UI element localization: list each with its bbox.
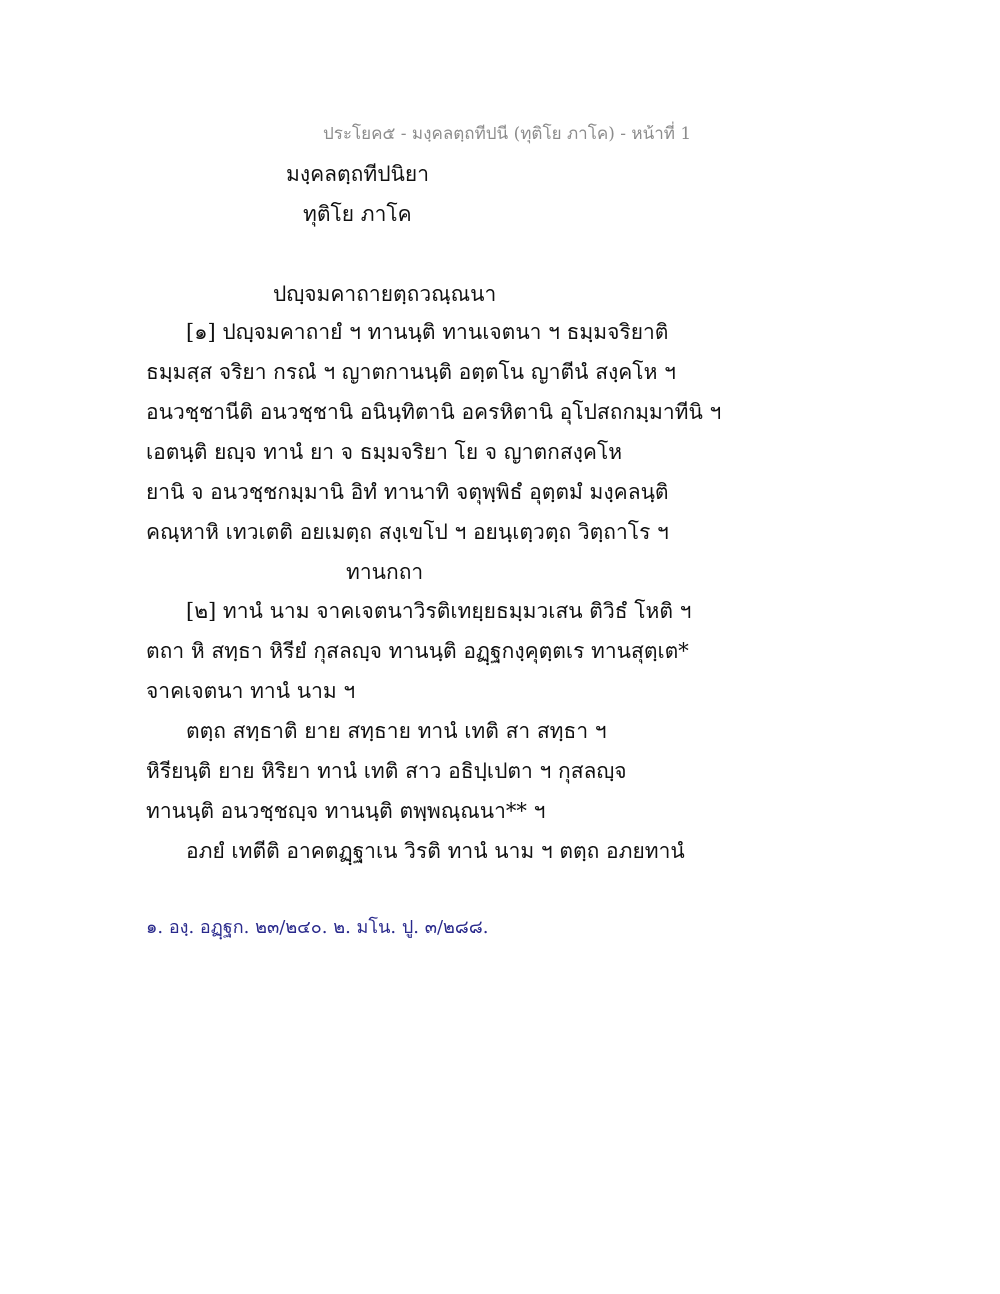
title-line-1: มงฺคลตฺถทีปนิยา	[286, 162, 429, 186]
body-line: ทานนฺติ อนวชฺชญฺจ ทานนฺติ ตพฺพณฺณนา** ฯ	[146, 799, 546, 823]
title-line-2: ทุติโย ภาโค	[303, 202, 412, 226]
body-line: หิรียนฺติ ยาย หิริยา ทานํ เทติ สาว อธิปฺเปตา ฯ กุสลญฺจ	[146, 759, 627, 783]
body-line: ยานิ จ อนวชฺชกมฺมานิ อิทํ ทานาทิ จตุพฺพิธํ อุตฺตมํ มงฺคลนฺติ	[146, 480, 669, 504]
body-line: จาคเจตนา ทานํ นาม ฯ	[146, 679, 356, 703]
body-line: คณฺหาหิ เทวเตติ อยเมตฺถ สงฺเขโป ฯ อยนฺเตฺวตฺถ วิตฺถาโร ฯ	[146, 520, 669, 544]
body-line: ธมฺมสฺส จริยา กรณํ ฯ ญาตกานนฺติ อตฺตโน ญาตีนํ สงฺคโห ฯ	[146, 360, 676, 384]
body-line: อภยํ เทตีติ อาคตฏฺฐาเน วิรติ ทานํ นาม ฯ ตตฺถ อภยทานํ	[186, 839, 685, 863]
section-heading: ปญฺจมคาถายตฺถวณฺณนา	[273, 282, 497, 306]
footnote: ๑. องฺ. อฏฺฐก. ๒๓/๒๔๐. ๒. มโน. ปู. ๓/๒๘๘.	[146, 917, 489, 938]
body-line: อนวชฺชานีติ อนวชฺชานิ อนินฺทิตานิ อครหิตานิ อุโปสถกมฺมาทีนิ ฯ	[146, 400, 722, 424]
body-line: [๒] ทานํ นาม จาคเจตนาวิรติเทยฺยธมฺมวเสน ติวิธํ โหติ ฯ	[186, 599, 692, 623]
body-line: เอตนฺติ ยญฺจ ทานํ ยา จ ธมฺมจริยา โย จ ญาตกสงฺคโห	[146, 440, 623, 464]
running-head: ประโยค๕ - มงฺคลตฺถทีปนี (ทุติโย ภาโค) - หน้าที่ 1	[323, 124, 692, 144]
body-line: ตถา หิ สทฺธา หิรียํ กุสลญฺจ ทานนฺติ อฏฺฐกงฺคุตฺตเร ทานสุตฺเต*	[146, 639, 689, 663]
subsection-heading: ทานกถา	[346, 560, 424, 584]
body-line: ตตฺถ สทฺธาติ ยาย สทฺธาย ทานํ เทติ สา สทฺธา ฯ	[186, 719, 607, 743]
body-line: [๑] ปญฺจมคาถายํ ฯ ทานนฺติ ทานเจตนา ฯ ธมฺมจริยาติ	[186, 320, 669, 344]
